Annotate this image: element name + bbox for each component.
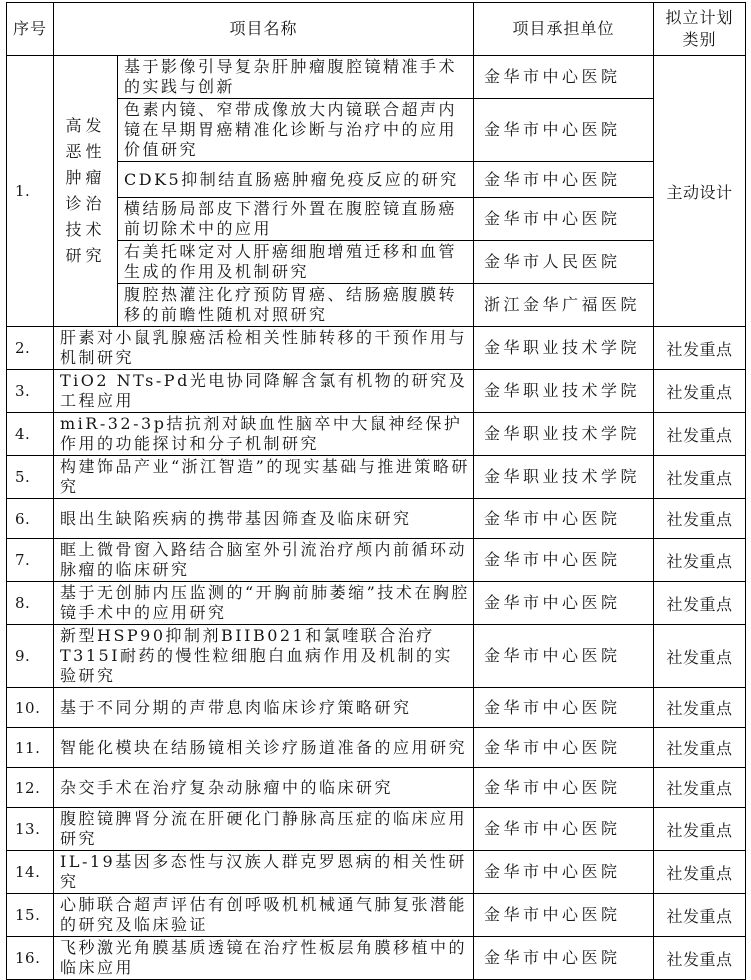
table-row xyxy=(7,99,746,162)
table-row xyxy=(7,413,746,456)
row-index-cell: 3. xyxy=(7,370,54,413)
table-row xyxy=(7,688,746,728)
row-index-cell: 4. xyxy=(7,413,54,456)
unit-cell: 金华市中心医院 xyxy=(474,728,654,768)
header-project-name: 项目名称 xyxy=(54,3,474,56)
row-index-cell: 9. xyxy=(7,625,54,688)
header-row xyxy=(7,3,746,56)
unit-cell: 金华市中心医院 xyxy=(474,582,654,625)
project-name-cell: 右美托咪定对人肝癌细胞增殖迁移和血管生成的作用及机制研究 xyxy=(118,241,474,284)
unit-cell: 金华职业技术学院 xyxy=(474,327,654,370)
header-index: 序号 xyxy=(7,3,54,56)
project-name-cell: 杂交手术在治疗复杂动脉瘤中的临床研究 xyxy=(54,768,474,808)
unit-cell: 金华职业技术学院 xyxy=(474,370,654,413)
table-row xyxy=(7,241,746,284)
unit-cell: 金华市中心医院 xyxy=(474,688,654,728)
project-name-cell: miR-32-3p拮抗剂对缺血性脑卒中大鼠神经保护作用的功能探讨和分子机制研究 xyxy=(54,413,474,456)
row-index-cell: 15. xyxy=(7,894,54,937)
unit-cell: 浙江金华广福医院 xyxy=(474,284,654,327)
header-unit: 项目承担单位 xyxy=(474,3,654,56)
table-row xyxy=(7,198,746,241)
table-row xyxy=(7,327,746,370)
category-cell: 社发重点 xyxy=(654,894,746,937)
table-row xyxy=(7,499,746,539)
row-index-cell: 13. xyxy=(7,808,54,851)
group-label-text: 高发恶性肿瘤诊治技术研究 xyxy=(65,116,106,265)
category-cell: 社发重点 xyxy=(654,327,746,370)
project-name-cell: 肝素对小鼠乳腺癌活检相关性肺转移的干预作用与机制研究 xyxy=(54,327,474,370)
group-label-cell xyxy=(54,56,118,327)
row-index-cell: 5. xyxy=(7,456,54,499)
unit-cell: 金华市中心医院 xyxy=(474,198,654,241)
category-cell: 社发重点 xyxy=(654,808,746,851)
project-name-cell: 基于不同分期的声带息肉临床诊疗策略研究 xyxy=(54,688,474,728)
unit-cell: 金华市中心医院 xyxy=(474,162,654,198)
table-row xyxy=(7,456,746,499)
category-cell: 社发重点 xyxy=(654,499,746,539)
unit-cell: 金华市中心医院 xyxy=(474,56,654,99)
unit-cell: 金华市中心医院 xyxy=(474,539,654,582)
project-name-cell: 色素内镜、窄带成像放大内镜联合超声内镜在早期胃癌精准化诊断与治疗中的应用价值研究 xyxy=(118,99,474,162)
project-name-cell: 腹腔镜脾肾分流在肝硬化门静脉高压症的临床应用研究 xyxy=(54,808,474,851)
table-row xyxy=(7,370,746,413)
unit-cell: 金华市中心医院 xyxy=(474,937,654,980)
table-row xyxy=(7,582,746,625)
row-index-cell: 10. xyxy=(7,688,54,728)
category-cell: 社发重点 xyxy=(654,937,746,980)
table-row xyxy=(7,851,746,894)
table-row xyxy=(7,768,746,808)
table-row xyxy=(7,808,746,851)
row-index-cell: 11. xyxy=(7,728,54,768)
category-cell: 社发重点 xyxy=(654,456,746,499)
unit-cell: 金华市中心医院 xyxy=(474,851,654,894)
table-row xyxy=(7,728,746,768)
category-cell: 社发重点 xyxy=(654,728,746,768)
table-row xyxy=(7,625,746,688)
row-index-cell: 14. xyxy=(7,851,54,894)
project-name-cell: 飞秒激光角膜基质透镜在治疗性板层角膜移植中的临床应用 xyxy=(54,937,474,980)
unit-cell: 金华市中心医院 xyxy=(474,99,654,162)
table-row xyxy=(7,284,746,327)
header-category: 拟立计划类别 xyxy=(654,3,746,56)
projects-table xyxy=(6,2,746,980)
row-index-cell: 12. xyxy=(7,768,54,808)
project-name-cell: IL-19基因多态性与汉族人群克罗恩病的相关性研究 xyxy=(54,851,474,894)
project-name-cell: 基于无创肺内压监测的“开胸前肺萎缩”技术在胸腔镜手术中的应用研究 xyxy=(54,582,474,625)
category-cell: 主动设计 xyxy=(654,56,746,327)
category-cell: 社发重点 xyxy=(654,851,746,894)
row-index-cell: 8. xyxy=(7,582,54,625)
row-index-cell: 7. xyxy=(7,539,54,582)
project-name-cell: CDK5抑制结直肠癌肿瘤免疫反应的研究 xyxy=(118,162,474,198)
unit-cell: 金华市中心医院 xyxy=(474,808,654,851)
category-cell: 社发重点 xyxy=(654,370,746,413)
row-index-cell: 6. xyxy=(7,499,54,539)
category-cell: 社发重点 xyxy=(654,582,746,625)
project-name-cell: 新型HSP90抑制剂BIIB021和氯喹联合治疗T315I耐药的慢性粒细胞白血病作用及机制的实验研究 xyxy=(54,625,474,688)
unit-cell: 金华市中心医院 xyxy=(474,625,654,688)
unit-cell: 金华职业技术学院 xyxy=(474,413,654,456)
project-name-cell: 横结肠局部皮下潜行外置在腹腔镜直肠癌前切除术中的应用 xyxy=(118,198,474,241)
category-cell: 社发重点 xyxy=(654,768,746,808)
table-row xyxy=(7,937,746,980)
project-name-cell: 构建饰品产业“浙江智造”的现实基础与推进策略研究 xyxy=(54,456,474,499)
row-index-cell: 1. xyxy=(7,56,54,327)
unit-cell: 金华市中心医院 xyxy=(474,768,654,808)
unit-cell: 金华市人民医院 xyxy=(474,241,654,284)
category-cell: 社发重点 xyxy=(654,413,746,456)
category-cell: 社发重点 xyxy=(654,539,746,582)
category-cell: 社发重点 xyxy=(654,688,746,728)
project-name-cell: 基于影像引导复杂肝肿瘤腹腔镜精准手术的实践与创新 xyxy=(118,56,474,99)
project-name-cell: 智能化模块在结肠镜相关诊疗肠道准备的应用研究 xyxy=(54,728,474,768)
project-name-cell: 心肺联合超声评估有创呼吸机机械通气肺复张潜能的研究及临床验证 xyxy=(54,894,474,937)
row-index-cell: 16. xyxy=(7,937,54,980)
unit-cell: 金华市中心医院 xyxy=(474,499,654,539)
table-row xyxy=(7,539,746,582)
project-name-cell: 眼出生缺陷疾病的携带基因筛查及临床研究 xyxy=(54,499,474,539)
row-index-cell: 2. xyxy=(7,327,54,370)
project-name-cell: 腹腔热灌注化疗预防胃癌、结肠癌腹膜转移的前瞻性随机对照研究 xyxy=(118,284,474,327)
unit-cell: 金华职业技术学院 xyxy=(474,456,654,499)
table-row xyxy=(7,56,746,99)
project-name-cell: 眶上微骨窗入路结合脑室外引流治疗颅内前循环动脉瘤的临床研究 xyxy=(54,539,474,582)
table-row xyxy=(7,162,746,198)
table-row xyxy=(7,894,746,937)
project-name-cell: TiO2 NTs-Pd光电协同降解含氯有机物的研究及工程应用 xyxy=(54,370,474,413)
unit-cell: 金华市中心医院 xyxy=(474,894,654,937)
category-cell: 社发重点 xyxy=(654,625,746,688)
